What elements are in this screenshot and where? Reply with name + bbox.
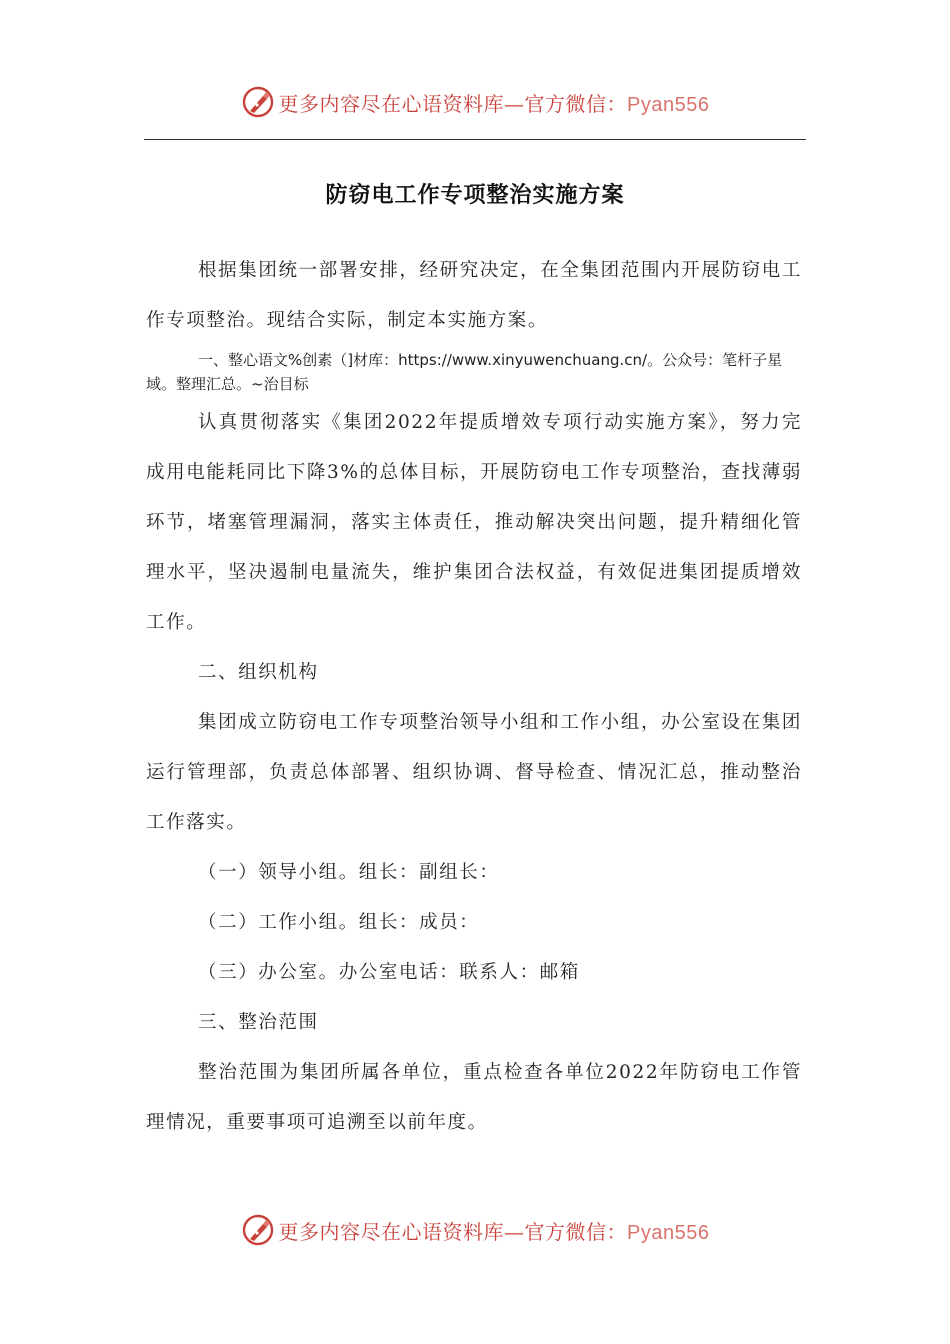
footer-banner <box>0 1208 950 1252</box>
footer-banner-main: 更多内容尽在心语资料库 <box>278 1219 505 1244</box>
section2-item-office: （三）办公室。办公室电话：联系人：邮箱 <box>198 962 580 983</box>
section2-item-leaders: （一）领导小组。组长：副组长： <box>198 862 500 883</box>
section2-paragraph: 集团成立防窃电工作专项整治领导小组和工作小组，办公室设在集团运行管理部，负责总体部署、组织协调、督导检查、情况汇总，推动整治工作落实。 <box>146 712 802 833</box>
header-banner-separator: — <box>504 91 525 116</box>
section3-paragraph: 整治范围为集团所属各单位，重点检查各单位2022年防窃电工作管理情况，重要事项可追溯至以前年度。 <box>146 1062 802 1133</box>
section1-heading: 一、整心语文%创素（]材库：https://www.xinyuwenchuang.cn/。公众号：笔杆子星域。整理汇总。~治目标 <box>146 351 783 393</box>
header-banner-account: Pyan556 <box>627 93 710 116</box>
pen-nib-circle-icon <box>241 85 275 119</box>
intro-paragraph: 根据集团统一部署安排，经研究决定，在全集团范围内开展防窃电工作专项整治。现结合实际，制定本实施方案。 <box>146 260 802 331</box>
section3-heading: 三、整治范围 <box>198 1012 319 1033</box>
header-banner-main: 更多内容尽在心语资料库 <box>278 91 505 116</box>
document-title: 防窃电工作专项整治实施方案 <box>325 182 625 208</box>
header-banner-wechat: 官方微信： <box>524 91 628 116</box>
section2-heading: 二、组织机构 <box>198 662 319 683</box>
header-banner <box>0 80 950 124</box>
footer-banner-text <box>279 1216 710 1245</box>
footer-banner-wechat: 官方微信： <box>524 1219 628 1244</box>
section1-paragraph: 认真贯彻落实《集团2022年提质增效专项行动实施方案》，努力完成用电能耗同比下降3%的总体目标，开展防窃电工作专项整治，查找薄弱环节，堵塞管理漏洞，落实主体责任，推动解决突出问题，提升精细化管理水平，坚决遏制电量流失，维护集团合法权益，有效促进集团提质增效工作。 <box>146 412 802 633</box>
footer-banner-account: Pyan556 <box>627 1221 710 1244</box>
footer-banner-separator: — <box>504 1219 525 1244</box>
pen-nib-circle-icon <box>241 1213 275 1247</box>
header-banner-text <box>279 88 710 117</box>
header-divider <box>144 139 806 140</box>
document-body <box>146 246 802 1148</box>
section2-item-workgroup: （二）工作小组。组长：成员： <box>198 912 480 933</box>
